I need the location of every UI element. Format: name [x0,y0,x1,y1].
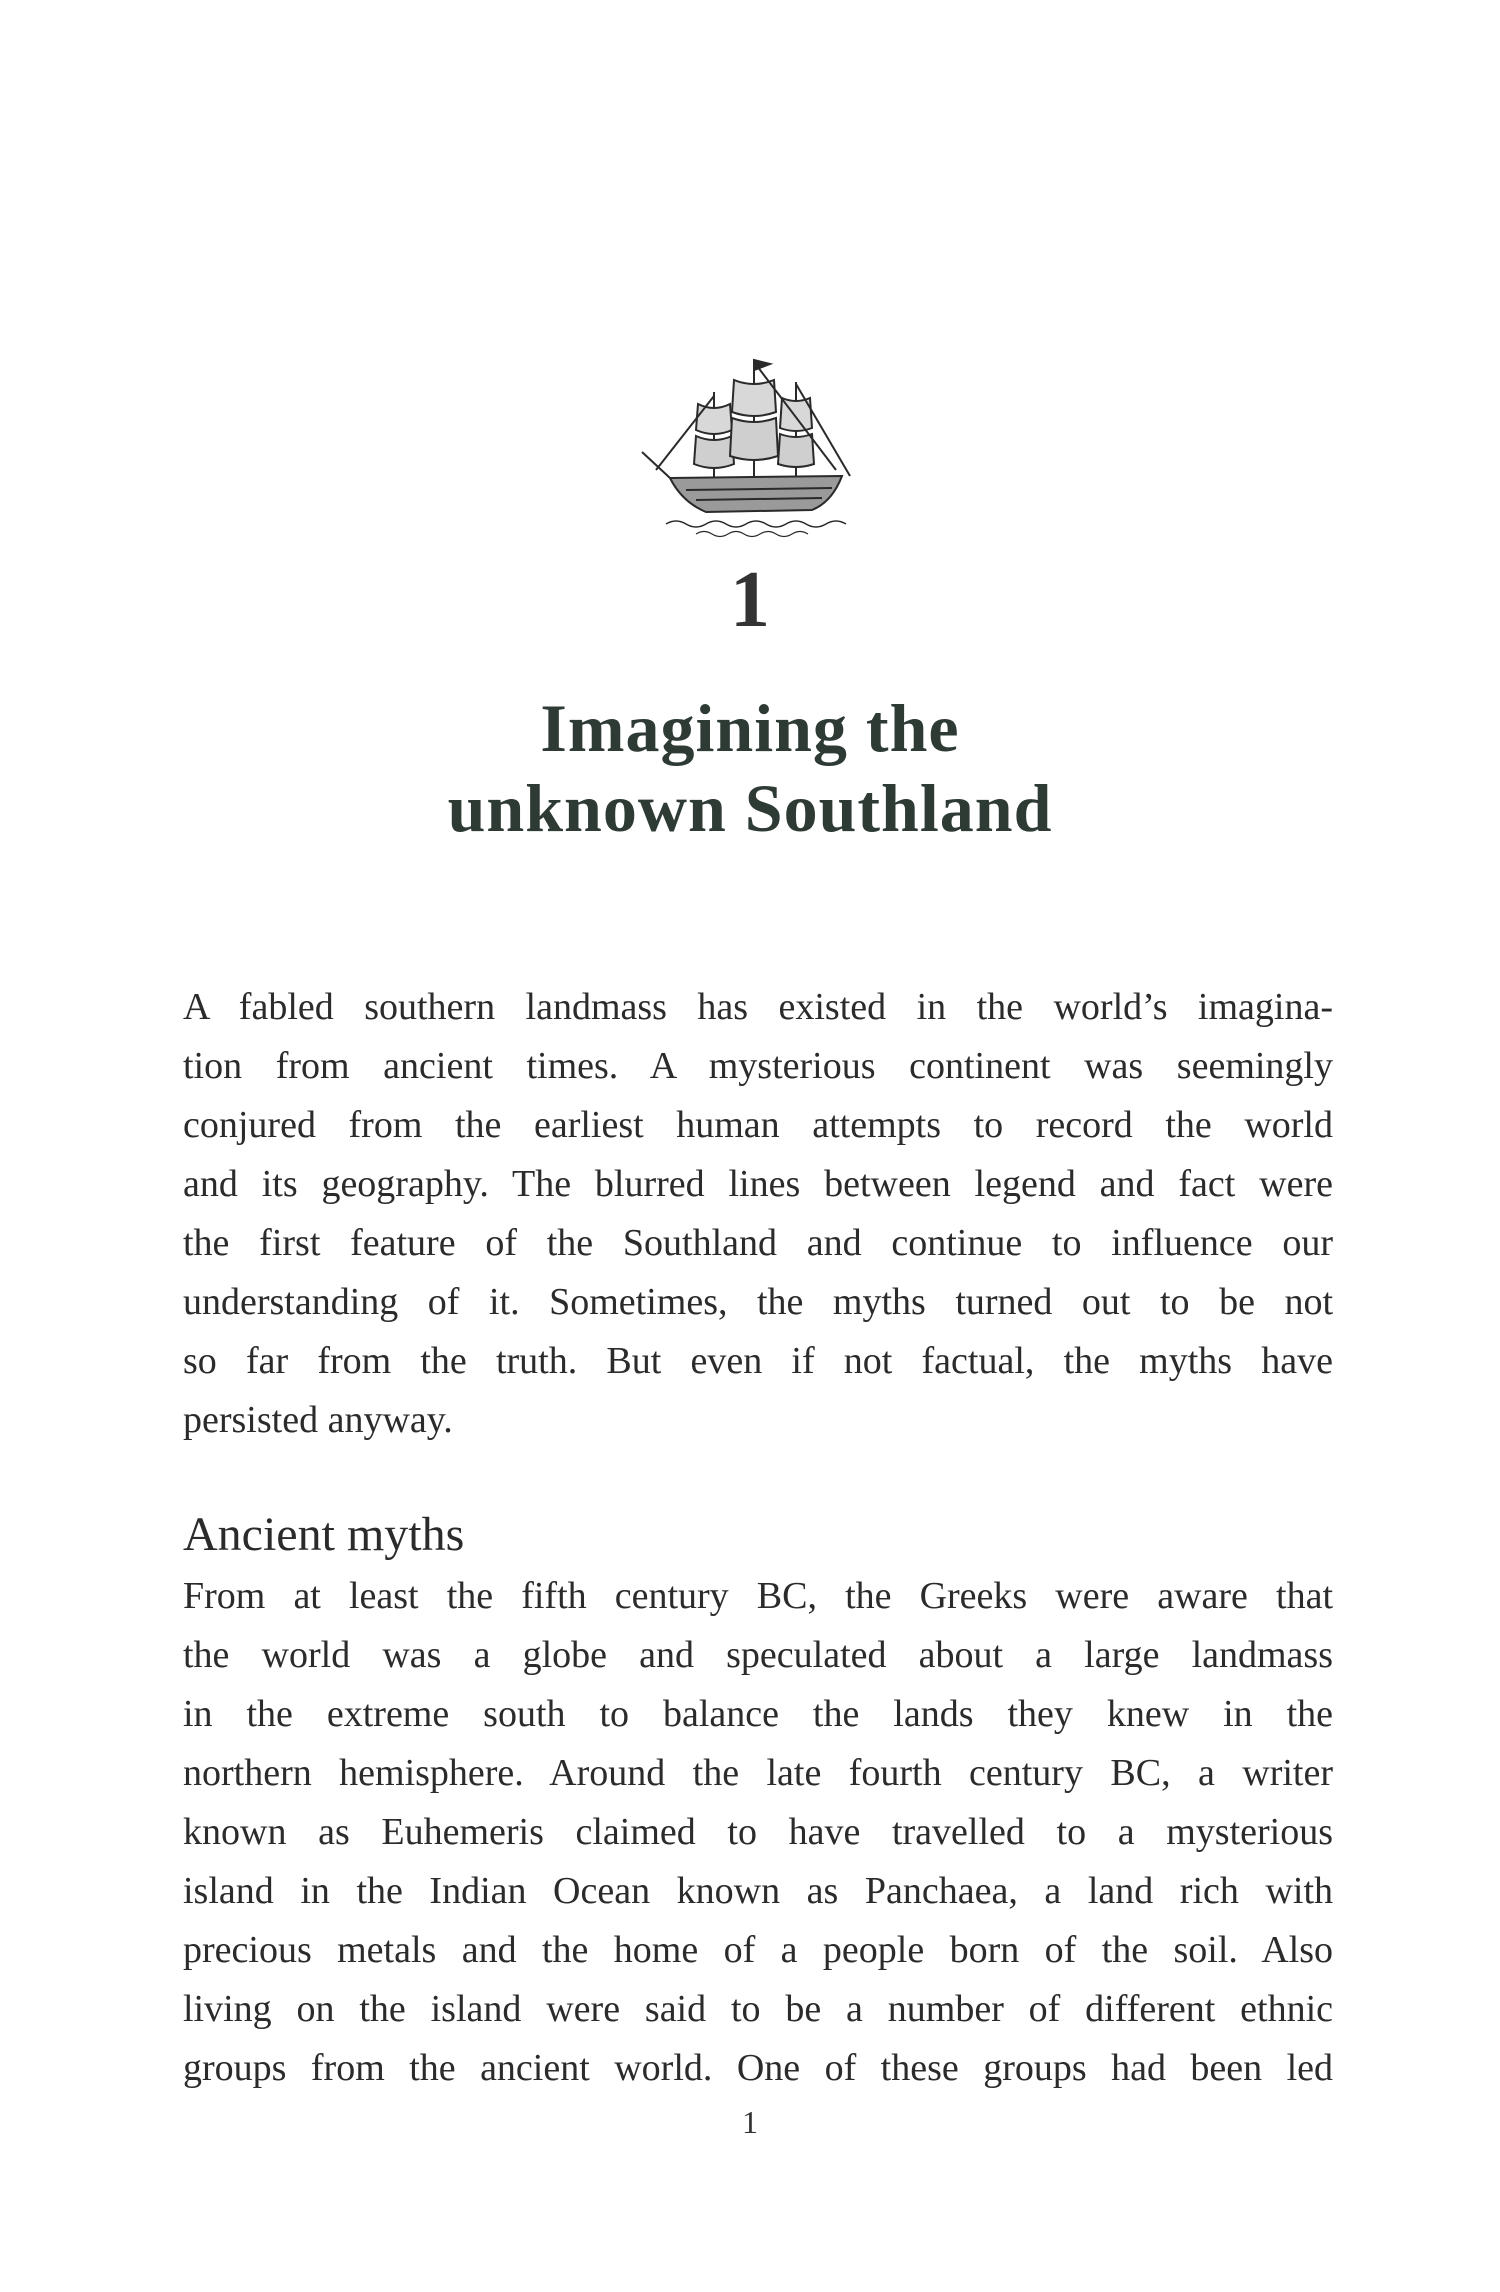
text-line: in the extreme south to balance the lands they knew in the [183,1693,1333,1735]
chapter-title-line: unknown Southland [447,770,1053,846]
text-line: persisted anyway. [183,1399,453,1441]
chapter-title-line: Imagining the [540,690,960,766]
text-line: precious metals and the home of a people born of the soil. Also [183,1929,1333,1971]
text-line: tion from ancient times. A mysterious continent was seemingly [183,1045,1333,1087]
text-line: and its geography. The blurred lines between legend and fact were [183,1163,1333,1205]
sailing-ship-icon [636,352,876,542]
text-line: island in the Indian Ocean known as Panchaea, a land rich with [183,1870,1333,1912]
text-line: known as Euhemeris claimed to have travelled to a mysterious [183,1811,1333,1853]
text-line: the world was a globe and speculated about a large landmass [183,1634,1333,1676]
chapter-title [0,688,1500,848]
text-line: From at least the fifth century BC, the Greeks were aware that [183,1575,1333,1617]
chapter-number: 1 [730,556,770,644]
section-heading: Ancient myths [183,1508,465,1561]
text-line: A fabled southern landmass has existed in the world’s imagina- [183,986,1333,1028]
text-line: so far from the truth. But even if not factual, the myths have [183,1340,1333,1382]
page-number: 1 [742,2104,758,2140]
text-line: conjured from the earliest human attempts to record the world [183,1104,1333,1146]
text-line: groups from the ancient world. One of these groups had been led [183,2047,1333,2089]
text-line: understanding of it. Sometimes, the myths turned out to be not [183,1281,1333,1323]
text-line: northern hemisphere. Around the late fourth century BC, a writer [183,1752,1333,1794]
text-line: living on the island were said to be a number of different ethnic [183,1988,1333,2030]
text-line: the first feature of the Southland and continue to influence our [183,1222,1333,1264]
